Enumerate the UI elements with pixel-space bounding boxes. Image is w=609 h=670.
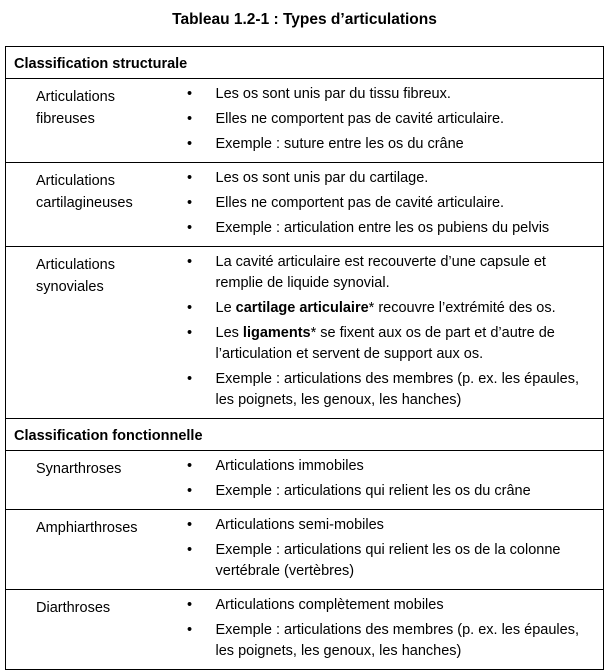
table-row xyxy=(6,79,604,163)
bullet-list xyxy=(184,252,596,411)
bullet-icon: • xyxy=(186,220,193,236)
bullet-icon: • xyxy=(186,542,193,558)
table-row xyxy=(6,510,604,590)
table-row xyxy=(6,163,604,247)
row-label: Articulations fibreuses xyxy=(6,79,176,163)
section-header xyxy=(6,419,604,451)
cell-spacer xyxy=(176,451,184,510)
bullet-icon: • xyxy=(186,195,193,211)
bullet-icon: • xyxy=(186,517,193,533)
list-item xyxy=(184,369,596,411)
cell-spacer xyxy=(176,590,184,670)
row-label: Articulations cartilagineuses xyxy=(6,163,176,247)
bullet-text: Les xyxy=(215,325,243,341)
list-item xyxy=(184,298,596,319)
section-heading: Classification fonctionnelle xyxy=(6,419,604,451)
bullet-text: La cavité articulaire est recouverte d’une capsule et remplie de liquide synovial. xyxy=(215,254,546,291)
cell-spacer xyxy=(176,247,184,419)
bullet-icon: • xyxy=(186,325,193,341)
row-label: Diarthroses xyxy=(6,590,176,670)
cell-spacer xyxy=(176,79,184,163)
bullet-text: Exemple : suture entre les os du crâne xyxy=(215,136,464,152)
bullet-icon: • xyxy=(186,111,193,127)
bullet-text: Articulations immobiles xyxy=(215,458,364,474)
bullet-text: Elles ne comportent pas de cavité articulaire. xyxy=(215,111,505,127)
list-item xyxy=(184,218,596,239)
bullet-icon: • xyxy=(186,597,193,613)
cell-spacer xyxy=(176,163,184,247)
bullet-text: Exemple : articulation entre les os pubiens du pelvis xyxy=(215,220,550,236)
bullet-icon: • xyxy=(186,300,193,316)
row-content xyxy=(184,510,604,590)
row-content xyxy=(184,590,604,670)
bullet-icon: • xyxy=(186,254,193,270)
section-header xyxy=(6,47,604,79)
list-item xyxy=(184,323,596,365)
bullet-list xyxy=(184,595,596,662)
bullet-icon: • xyxy=(186,86,193,102)
list-item xyxy=(184,193,596,214)
bullet-text: Articulations complètement mobiles xyxy=(215,597,444,613)
row-content xyxy=(184,451,604,510)
list-item xyxy=(184,134,596,155)
list-item xyxy=(184,620,596,662)
table-title: Tableau 1.2-1 : Types d’articulations xyxy=(172,11,437,28)
bullet-text: Le xyxy=(215,300,236,316)
bullet-list xyxy=(184,515,596,582)
row-content xyxy=(184,247,604,419)
bullet-text: Elles ne comportent pas de cavité articulaire. xyxy=(215,195,505,211)
bullet-icon: • xyxy=(186,458,193,474)
bullet-list xyxy=(184,168,596,239)
bullet-list xyxy=(184,456,596,502)
bullet-icon: • xyxy=(186,136,193,152)
cell-spacer xyxy=(176,510,184,590)
bullet-text: Exemple : articulations des membres (p. ex. les épaules, les poignets, les genoux, les hanches) xyxy=(215,622,579,659)
bullet-text: * se fixent aux os de part et d’autre de l’articulation et servent de support aux os. xyxy=(215,325,555,362)
bullet-icon: • xyxy=(186,622,193,638)
list-item xyxy=(184,456,596,477)
row-label: Amphiarthroses xyxy=(6,510,176,590)
bullet-text: Exemple : articulations des membres (p. ex. les épaules, les poignets, les genoux, les hanches) xyxy=(215,371,579,408)
table-row xyxy=(6,247,604,419)
bullet-icon: • xyxy=(186,371,193,387)
list-item xyxy=(184,168,596,189)
row-label: Articulations synoviales xyxy=(6,247,176,419)
list-item xyxy=(184,595,596,616)
articulation-types-table xyxy=(5,46,604,670)
section-heading: Classification structurale xyxy=(6,47,604,79)
bold-term: cartilage articulaire xyxy=(235,300,369,316)
list-item xyxy=(184,84,596,105)
list-item xyxy=(184,540,596,582)
bullet-text: Exemple : articulations qui relient les os de la colonne vertébrale (vertèbres) xyxy=(215,542,561,579)
row-content xyxy=(184,79,604,163)
row-label: Synarthroses xyxy=(6,451,176,510)
bullet-icon: • xyxy=(186,483,193,499)
bullet-text: Les os sont unis par du cartilage. xyxy=(215,170,429,186)
list-item xyxy=(184,252,596,294)
bullet-icon: • xyxy=(186,170,193,186)
list-item xyxy=(184,109,596,130)
row-content xyxy=(184,163,604,247)
bullet-list xyxy=(184,84,596,155)
bullet-text: Les os sont unis par du tissu fibreux. xyxy=(215,86,451,102)
list-item xyxy=(184,515,596,536)
bullet-text: * recouvre l’extrémité des os. xyxy=(368,300,556,316)
list-item xyxy=(184,481,596,502)
table-row xyxy=(6,451,604,510)
table-row xyxy=(6,590,604,670)
bullet-text: Articulations semi-mobiles xyxy=(215,517,384,533)
bold-term: ligaments xyxy=(242,325,311,341)
bullet-text: Exemple : articulations qui relient les os du crâne xyxy=(215,483,531,499)
